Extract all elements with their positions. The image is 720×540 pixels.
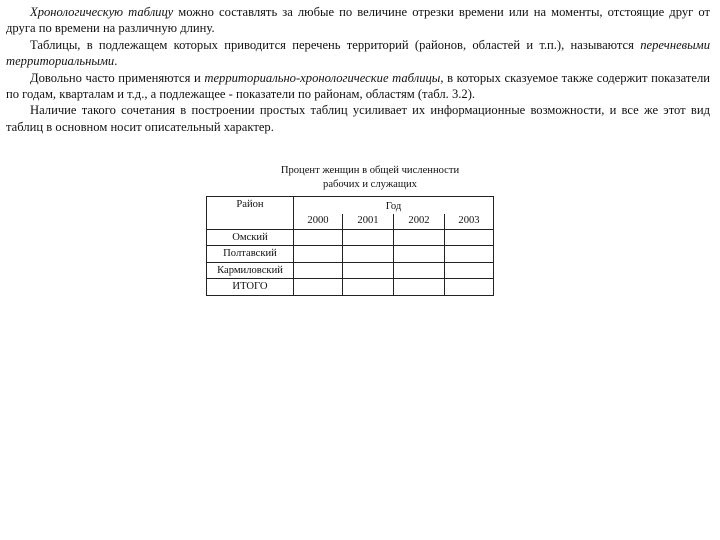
- table-cell: [343, 262, 394, 279]
- body-text: [6, 4, 710, 135]
- text-run: Довольно часто применяются и: [30, 70, 205, 85]
- paragraph: [6, 37, 710, 70]
- region-name: Кармиловский: [217, 264, 283, 276]
- italic-term: перечневыми территориальными: [6, 37, 710, 69]
- paragraph: [6, 70, 710, 103]
- region-name-cell: [207, 262, 294, 279]
- italic-term: территориально-хронологические таблицы: [204, 70, 441, 85]
- year-cell: 2000: [294, 214, 343, 230]
- table-caption: [200, 164, 540, 192]
- table-cell: [394, 279, 445, 296]
- region-name-cell: [207, 230, 294, 246]
- table-cell: [394, 230, 445, 246]
- region-name-cell: [207, 246, 294, 263]
- text-run: Наличие такого сочетания в построении простых таблиц усиливает их информационные возможности, и все же этот вид таблиц в основном носит описательный характер.: [6, 103, 710, 134]
- table-cell: [294, 279, 343, 296]
- region-name: Омский: [232, 232, 268, 243]
- table-cell: [294, 230, 343, 246]
- table-cell: [343, 279, 394, 296]
- table-cell: [394, 262, 445, 279]
- text-run: , в которых сказуемое также содержит показатели по годам, кварталам и т.д., а подлежащее - показатели по районам, областям (табл. 3.2).: [6, 70, 710, 102]
- italic-term: Хронологическую таблицу: [30, 5, 174, 19]
- table-cell: [445, 230, 494, 246]
- table-row: [207, 246, 494, 263]
- table-row: [207, 279, 494, 296]
- table-cell: [445, 279, 494, 296]
- year-cell: 2001: [343, 214, 394, 230]
- region-name: ИТОГО: [232, 281, 268, 293]
- year-cell: 2002: [394, 214, 445, 230]
- caption-line-2: рабочих и служащих: [323, 179, 417, 190]
- text-run: можно составлять за любые по величине отрезки времени или на моменты, отстоящие друг от друга по времени на различную длину.: [6, 5, 710, 36]
- table-row: [207, 262, 494, 279]
- table-cell: [445, 262, 494, 279]
- table-cell: [294, 246, 343, 263]
- year-header-cell: Год: [294, 197, 494, 214]
- region-name: Полтавский: [223, 248, 277, 260]
- data-table: [206, 196, 494, 296]
- paragraph: [6, 4, 710, 37]
- text-run: .: [114, 54, 118, 69]
- paragraph: [6, 102, 710, 135]
- table-row: [207, 230, 494, 246]
- text-run: Таблицы, в подлежащем которых приводится перечень территорий (районов, областей и т.п.), называются: [30, 37, 641, 52]
- table-header-row: [207, 197, 494, 214]
- table-cell: [294, 262, 343, 279]
- table-cell: [445, 246, 494, 263]
- region-header-cell: Район: [207, 197, 294, 230]
- caption-line-1: Процент женщин в общей численности: [280, 165, 460, 176]
- region-name-cell: [207, 279, 294, 296]
- table-cell: [394, 246, 445, 263]
- year-cell: 2003: [445, 214, 494, 230]
- table-cell: [343, 246, 394, 263]
- table-cell: [343, 230, 394, 246]
